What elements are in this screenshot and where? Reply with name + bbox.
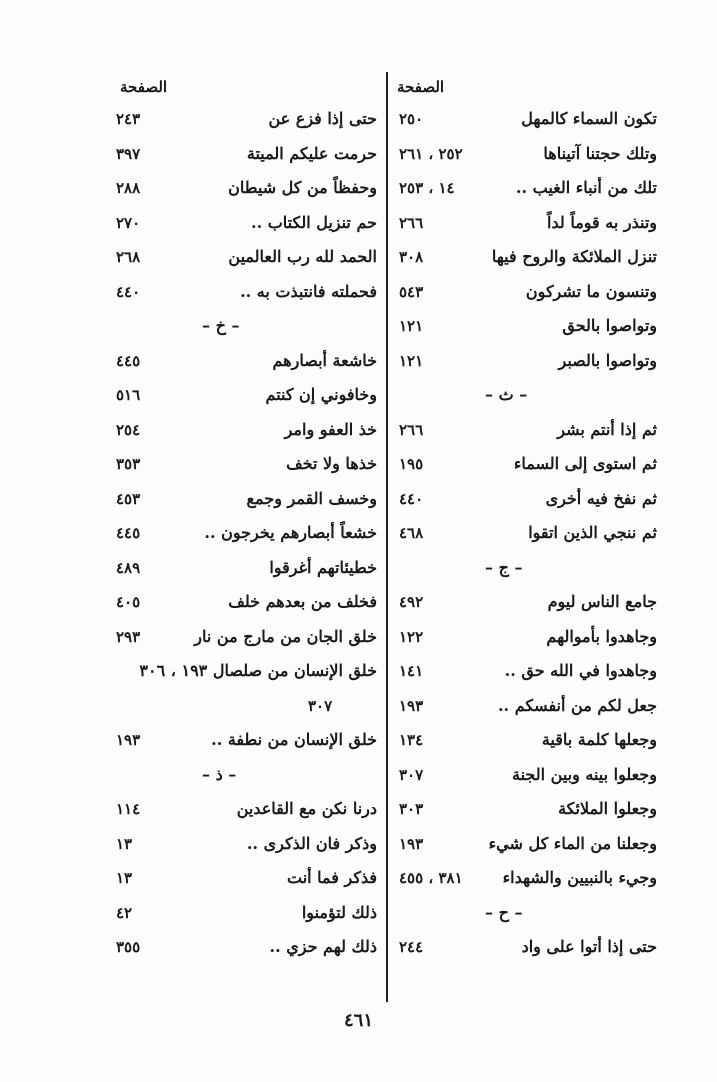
entry-page-number: ٣٥٣ xyxy=(116,455,141,473)
page-column-header: الصفحة xyxy=(397,78,445,96)
entry-text: وتنسون ما تشركون xyxy=(525,281,657,301)
entry-text: وتلك حجتنا آتيناها xyxy=(543,143,657,163)
index-entry xyxy=(395,723,657,758)
entry-text: ثم نفخ فيه أخرى xyxy=(545,488,657,508)
index-entry xyxy=(112,620,377,655)
entry-page-number: ٢٥٢ ، ٢٦١ xyxy=(399,144,463,163)
index-entry xyxy=(112,896,377,931)
entry-page-number: ٤٥٣ xyxy=(116,489,141,508)
entry-text: وخسف القمر وجمع xyxy=(246,488,377,508)
index-entry xyxy=(395,620,657,655)
entry-page-number: ٤٠٥ xyxy=(116,593,141,611)
index-entry xyxy=(112,551,377,586)
index-entry xyxy=(395,930,657,965)
index-entry xyxy=(112,827,377,862)
entry-text: الحمد لله رب العالمين xyxy=(228,247,377,266)
index-entry xyxy=(112,482,377,517)
entry-text: ثم ننجي الذين اتقوا xyxy=(528,523,657,542)
index-entry xyxy=(112,344,377,379)
index-entry xyxy=(112,689,377,724)
entry-text: خاشعة أبصارهم xyxy=(272,350,377,370)
entry-page-number: ٤٢ xyxy=(116,903,133,922)
entry-text: وجيء بالنبيين والشهداء xyxy=(502,868,657,887)
entry-text: وجعلوا الملائكة xyxy=(558,799,657,818)
section-letter: – خ – xyxy=(202,316,240,335)
index-entry xyxy=(112,413,377,448)
index-entry xyxy=(395,654,657,689)
entry-text: حرمت عليكم الميتة xyxy=(246,143,377,163)
entry-page-number: ٣٥٥ xyxy=(116,938,141,956)
entry-text: خطيئاتهم أغرقوا xyxy=(269,557,377,577)
entry-text: خشعاً أبصارهم يخرجون .. xyxy=(204,523,377,542)
entry-page-number: ٢٧٠ xyxy=(116,213,141,232)
entry-text: تنزل الملائكة والروح فيها xyxy=(491,247,657,266)
section-letter: – ج – xyxy=(485,557,523,577)
entry-page-number: ٥١٦ xyxy=(116,386,141,404)
index-entry xyxy=(395,689,657,724)
entry-text: جعل لكم من أنفسكم .. xyxy=(497,695,657,715)
entry-text: خذ العفو وامر xyxy=(284,419,377,439)
entry-text: حتى إذا أتوا على واد xyxy=(521,937,657,956)
section-letter-heading xyxy=(112,758,377,793)
entry-text: جامع الناس ليوم xyxy=(547,592,657,611)
index-entry xyxy=(395,516,657,551)
entry-page-number: ٣٠٣ xyxy=(399,800,424,818)
index-entry xyxy=(112,723,377,758)
entry-text: وجعلنا من الماء كل شيء xyxy=(488,833,657,853)
entry-text: خذها ولا تخف xyxy=(286,454,377,473)
entry-text: وحفظاً من كل شيطان xyxy=(228,178,377,197)
entry-page-number: ١٤ ، ٢٥٣ xyxy=(399,179,455,197)
index-entry xyxy=(112,516,377,551)
entry-page-number: ٢٦٦ xyxy=(399,213,424,232)
entry-text: وجعلها كلمة باقية xyxy=(541,730,657,749)
section-letter-heading xyxy=(395,551,657,586)
entry-text: وجعلوا بينه وبين الجنة xyxy=(512,764,657,784)
entry-page-number: ١٩٣ xyxy=(399,696,424,715)
entry-text: خلق الجان من مارج من نار xyxy=(194,626,377,646)
entry-text: ثم إذا أنتم بشر xyxy=(557,419,657,439)
index-list xyxy=(395,102,657,965)
entry-page-number: ٣٩٧ xyxy=(116,144,141,163)
index-column-left xyxy=(112,72,377,965)
index-list xyxy=(112,102,377,965)
index-entry xyxy=(112,275,377,310)
entry-text: وتنذر به قوماً لداً xyxy=(547,212,657,232)
index-entry xyxy=(112,240,377,275)
page-column-header: الصفحة xyxy=(120,78,168,96)
entry-text: وذكر فان الذكرى .. xyxy=(246,833,377,853)
index-entry xyxy=(112,102,377,137)
index-entry xyxy=(112,206,377,241)
entry-page-number: ٢٦٨ xyxy=(116,248,141,266)
entry-page-number: ١٩٣ xyxy=(116,731,141,749)
entry-text: درنا نكن مع القاعدين xyxy=(236,799,377,818)
section-letter: – ث – xyxy=(485,385,528,404)
index-entry xyxy=(395,585,657,620)
entry-text: تلك من أنباء الغيب .. xyxy=(515,178,657,197)
entry-page-number: ٣٠٧ xyxy=(399,765,424,784)
entry-page-number: ١٣ xyxy=(116,869,133,887)
index-entry xyxy=(395,137,657,172)
entry-text: حتى إذا فزع عن xyxy=(268,109,377,128)
entry-page-number: ١٣ xyxy=(116,834,133,853)
entry-page-number: ١٢١ xyxy=(399,317,424,335)
entry-text: ذلك لهم حزي .. xyxy=(269,937,377,956)
index-entry xyxy=(395,344,657,379)
index-entry xyxy=(112,930,377,965)
entry-text: تكون السماء كالمهل xyxy=(521,109,657,128)
index-entry xyxy=(112,137,377,172)
entry-text: فذكر فما أنت xyxy=(286,868,377,887)
index-entry xyxy=(395,861,657,896)
index-entry xyxy=(395,792,657,827)
index-entry xyxy=(112,171,377,206)
index-entry xyxy=(395,171,657,206)
entry-page-number: ٤٤٥ xyxy=(116,524,141,542)
index-entry xyxy=(112,447,377,482)
entry-page-number: ٢٥٠ xyxy=(399,110,424,128)
entry-text: وتواصوا بالحق xyxy=(562,316,657,335)
entry-page-number: ٢٤٣ xyxy=(116,110,141,128)
index-entry xyxy=(395,275,657,310)
entry-page-number: ١٤١ xyxy=(399,662,424,680)
entry-text: فحملته فانتبذت به .. xyxy=(240,281,377,301)
section-letter-heading xyxy=(112,309,377,344)
index-entry xyxy=(395,240,657,275)
entry-page-number: ١٩٥ xyxy=(399,455,424,473)
index-entry xyxy=(395,758,657,793)
section-letter: – ذ – xyxy=(202,764,237,784)
entry-text: خلق الإنسان من صلصال ١٩٣ ، ٣٠٦ xyxy=(139,661,377,680)
entry-page-number: ١١٤ xyxy=(116,800,141,818)
entry-text: فخلف من بعدهم خلف xyxy=(228,592,377,611)
index-entry xyxy=(395,206,657,241)
index-entry xyxy=(395,482,657,517)
entry-page-number: ١٣٤ xyxy=(399,731,424,749)
index-entry xyxy=(395,827,657,862)
entry-page-number: ٥٤٣ xyxy=(399,282,424,301)
entry-text: حم تنزيل الكتاب .. xyxy=(251,212,377,232)
section-letter-heading xyxy=(395,378,657,413)
index-entry xyxy=(112,654,377,689)
entry-page-number: ٢٦٦ xyxy=(399,420,424,439)
index-entry xyxy=(395,413,657,448)
entry-page-number: ٢٥٤ xyxy=(116,420,141,439)
index-entry xyxy=(112,861,377,896)
entry-text: وجاهدوا في الله حق .. xyxy=(504,661,657,680)
column-divider xyxy=(386,72,388,1002)
entry-page-number: ٤٦٨ xyxy=(399,524,424,542)
section-letter-heading xyxy=(395,896,657,931)
entry-text: ذلك لتؤمنوا xyxy=(301,902,377,922)
index-entry xyxy=(395,447,657,482)
entry-page-number: ٣٠٨ xyxy=(399,248,424,266)
entry-page-number: ٤٨٩ xyxy=(116,558,141,577)
section-letter: – ح – xyxy=(485,902,523,922)
entry-page-number: ٢٩٣ xyxy=(116,627,141,646)
entry-page-number: ٤٤٠ xyxy=(399,489,424,508)
index-entry xyxy=(112,792,377,827)
entry-text: وخافوني إن كنتم xyxy=(265,385,377,404)
entry-page-number: ٣٨١ ، ٤٥٥ xyxy=(399,869,463,887)
entry-text: وتواصوا بالصبر xyxy=(558,350,657,370)
entry-page-number: ١٩٣ xyxy=(399,834,424,853)
entry-page-number: ٤٤٠ xyxy=(116,282,141,301)
entry-text: وجاهدوا بأموالهم xyxy=(546,626,657,646)
index-entry xyxy=(395,309,657,344)
index-entry xyxy=(395,102,657,137)
index-entry xyxy=(112,378,377,413)
index-entry xyxy=(112,585,377,620)
entry-page-number: ٢٨٨ xyxy=(116,179,141,197)
entry-page-number: ٣٠٧ xyxy=(308,696,333,715)
entry-page-number: ٤٩٢ xyxy=(399,593,424,611)
index-column-right xyxy=(395,72,657,965)
page-number: ٤٦١ xyxy=(343,1010,373,1031)
entry-page-number: ١٢١ xyxy=(399,351,424,370)
entry-text: ثم استوى إلى السماء xyxy=(513,454,657,473)
entry-page-number: ٢٤٤ xyxy=(399,938,424,956)
entry-text: خلق الإنسان من نطفة .. xyxy=(211,730,377,749)
entry-page-number: ١٢٢ xyxy=(399,627,424,646)
entry-page-number: ٤٤٥ xyxy=(116,351,141,370)
